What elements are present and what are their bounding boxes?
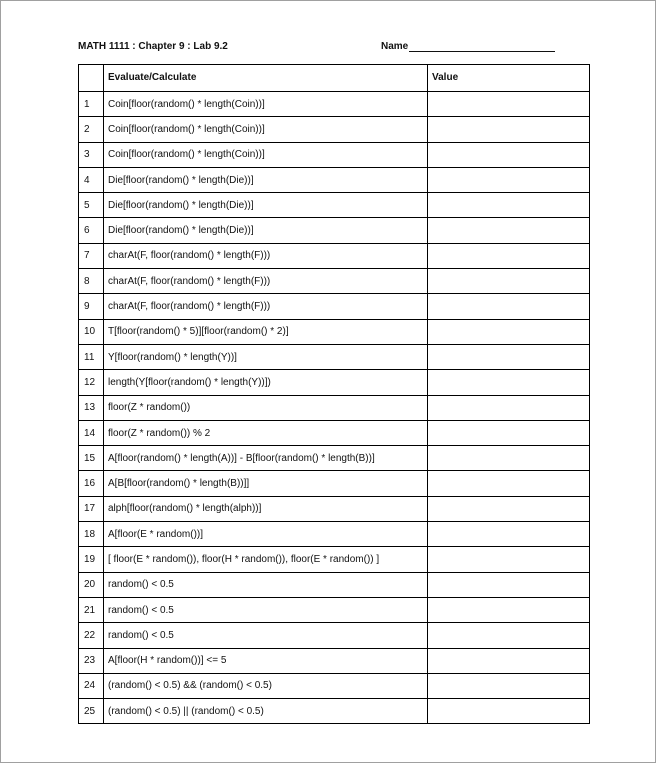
row-value-cell[interactable] [428,446,590,471]
row-expression: charAt(F, floor(random() * length(F))) [104,294,428,319]
row-number: 8 [79,269,104,294]
row-value-cell[interactable] [428,648,590,673]
row-number: 10 [79,319,104,344]
row-value-cell[interactable] [428,370,590,395]
row-expression: A[B[floor(random() * length(B))]] [104,471,428,496]
row-expression: charAt(F, floor(random() * length(F))) [104,269,428,294]
row-number: 15 [79,446,104,471]
row-number: 18 [79,522,104,547]
row-value-cell[interactable] [428,597,590,622]
row-number: 6 [79,218,104,243]
row-number: 19 [79,547,104,572]
lab-table [78,64,590,724]
row-value-cell[interactable] [428,673,590,698]
table-row [79,218,590,243]
row-expression: alph[floor(random() * length(alph))] [104,496,428,521]
row-number: 14 [79,420,104,445]
table-row [79,319,590,344]
table-row [79,142,590,167]
row-value-cell[interactable] [428,167,590,192]
row-number: 2 [79,117,104,142]
row-value-cell[interactable] [428,623,590,648]
row-expression: T[floor(random() * 5)][floor(random() * 2)] [104,319,428,344]
row-value-cell[interactable] [428,243,590,268]
row-number: 24 [79,673,104,698]
row-number: 20 [79,572,104,597]
row-expression: length(Y[floor(random() * length(Y))]) [104,370,428,395]
row-value-cell[interactable] [428,319,590,344]
row-value-cell[interactable] [428,218,590,243]
table-row [79,547,590,572]
row-expression: Die[floor(random() * length(Die))] [104,167,428,192]
row-value-cell[interactable] [428,496,590,521]
row-expression: A[floor(E * random())] [104,522,428,547]
table-row [79,673,590,698]
table-row [79,522,590,547]
row-number: 3 [79,142,104,167]
name-field [381,41,555,52]
header-value: Value [428,65,590,92]
table-row [79,395,590,420]
table-row [79,471,590,496]
table-row [79,92,590,117]
row-expression: Coin[floor(random() * length(Coin))] [104,92,428,117]
row-number: 17 [79,496,104,521]
row-expression: (random() < 0.5) || (random() < 0.5) [104,699,428,724]
header-expression: Evaluate/Calculate [104,65,428,92]
table-row [79,648,590,673]
row-value-cell[interactable] [428,193,590,218]
table-row [79,496,590,521]
row-value-cell[interactable] [428,420,590,445]
row-value-cell[interactable] [428,572,590,597]
row-number: 11 [79,344,104,369]
row-number: 25 [79,699,104,724]
row-number: 9 [79,294,104,319]
row-value-cell[interactable] [428,117,590,142]
row-expression: (random() < 0.5) && (random() < 0.5) [104,673,428,698]
row-number: 23 [79,648,104,673]
row-value-cell[interactable] [428,142,590,167]
row-value-cell[interactable] [428,547,590,572]
row-number: 1 [79,92,104,117]
name-blank-line[interactable] [409,41,555,52]
row-number: 5 [79,193,104,218]
row-value-cell[interactable] [428,344,590,369]
row-expression: Die[floor(random() * length(Die))] [104,193,428,218]
table-row [79,193,590,218]
table-row [79,243,590,268]
row-number: 7 [79,243,104,268]
table-row [79,370,590,395]
table-row [79,420,590,445]
row-value-cell[interactable] [428,522,590,547]
row-expression: charAt(F, floor(random() * length(F))) [104,243,428,268]
row-expression: Die[floor(random() * length(Die))] [104,218,428,243]
row-number: 4 [79,167,104,192]
table-row [79,597,590,622]
row-expression: A[floor(random() * length(A))] - B[floor(random() * length(B))] [104,446,428,471]
row-expression: Y[floor(random() * length(Y))] [104,344,428,369]
row-value-cell[interactable] [428,699,590,724]
row-expression: random() < 0.5 [104,572,428,597]
name-label: Name [381,41,409,52]
row-expression: random() < 0.5 [104,623,428,648]
row-expression: A[floor(H * random())] <= 5 [104,648,428,673]
document-title: MATH 1111 : Chapter 9 : Lab 9.2 [78,41,228,52]
table-row [79,344,590,369]
row-expression: floor(Z * random()) [104,395,428,420]
row-expression: Coin[floor(random() * length(Coin))] [104,117,428,142]
row-number: 12 [79,370,104,395]
table-row [79,572,590,597]
row-value-cell[interactable] [428,471,590,496]
row-number: 16 [79,471,104,496]
table-row [79,699,590,724]
row-value-cell[interactable] [428,294,590,319]
row-expression: floor(Z * random()) % 2 [104,420,428,445]
row-value-cell[interactable] [428,92,590,117]
table-row [79,117,590,142]
row-expression: Coin[floor(random() * length(Coin))] [104,142,428,167]
row-number: 13 [79,395,104,420]
header-number [79,65,104,92]
table-row [79,294,590,319]
row-number: 22 [79,623,104,648]
row-number: 21 [79,597,104,622]
table-row [79,446,590,471]
table-row [79,269,590,294]
row-value-cell[interactable] [428,395,590,420]
table-header-row [79,65,590,92]
row-expression: random() < 0.5 [104,597,428,622]
table-row [79,167,590,192]
table-row [79,623,590,648]
row-expression: [ floor(E * random()), floor(H * random()), floor(E * random()) ] [104,547,428,572]
row-value-cell[interactable] [428,269,590,294]
